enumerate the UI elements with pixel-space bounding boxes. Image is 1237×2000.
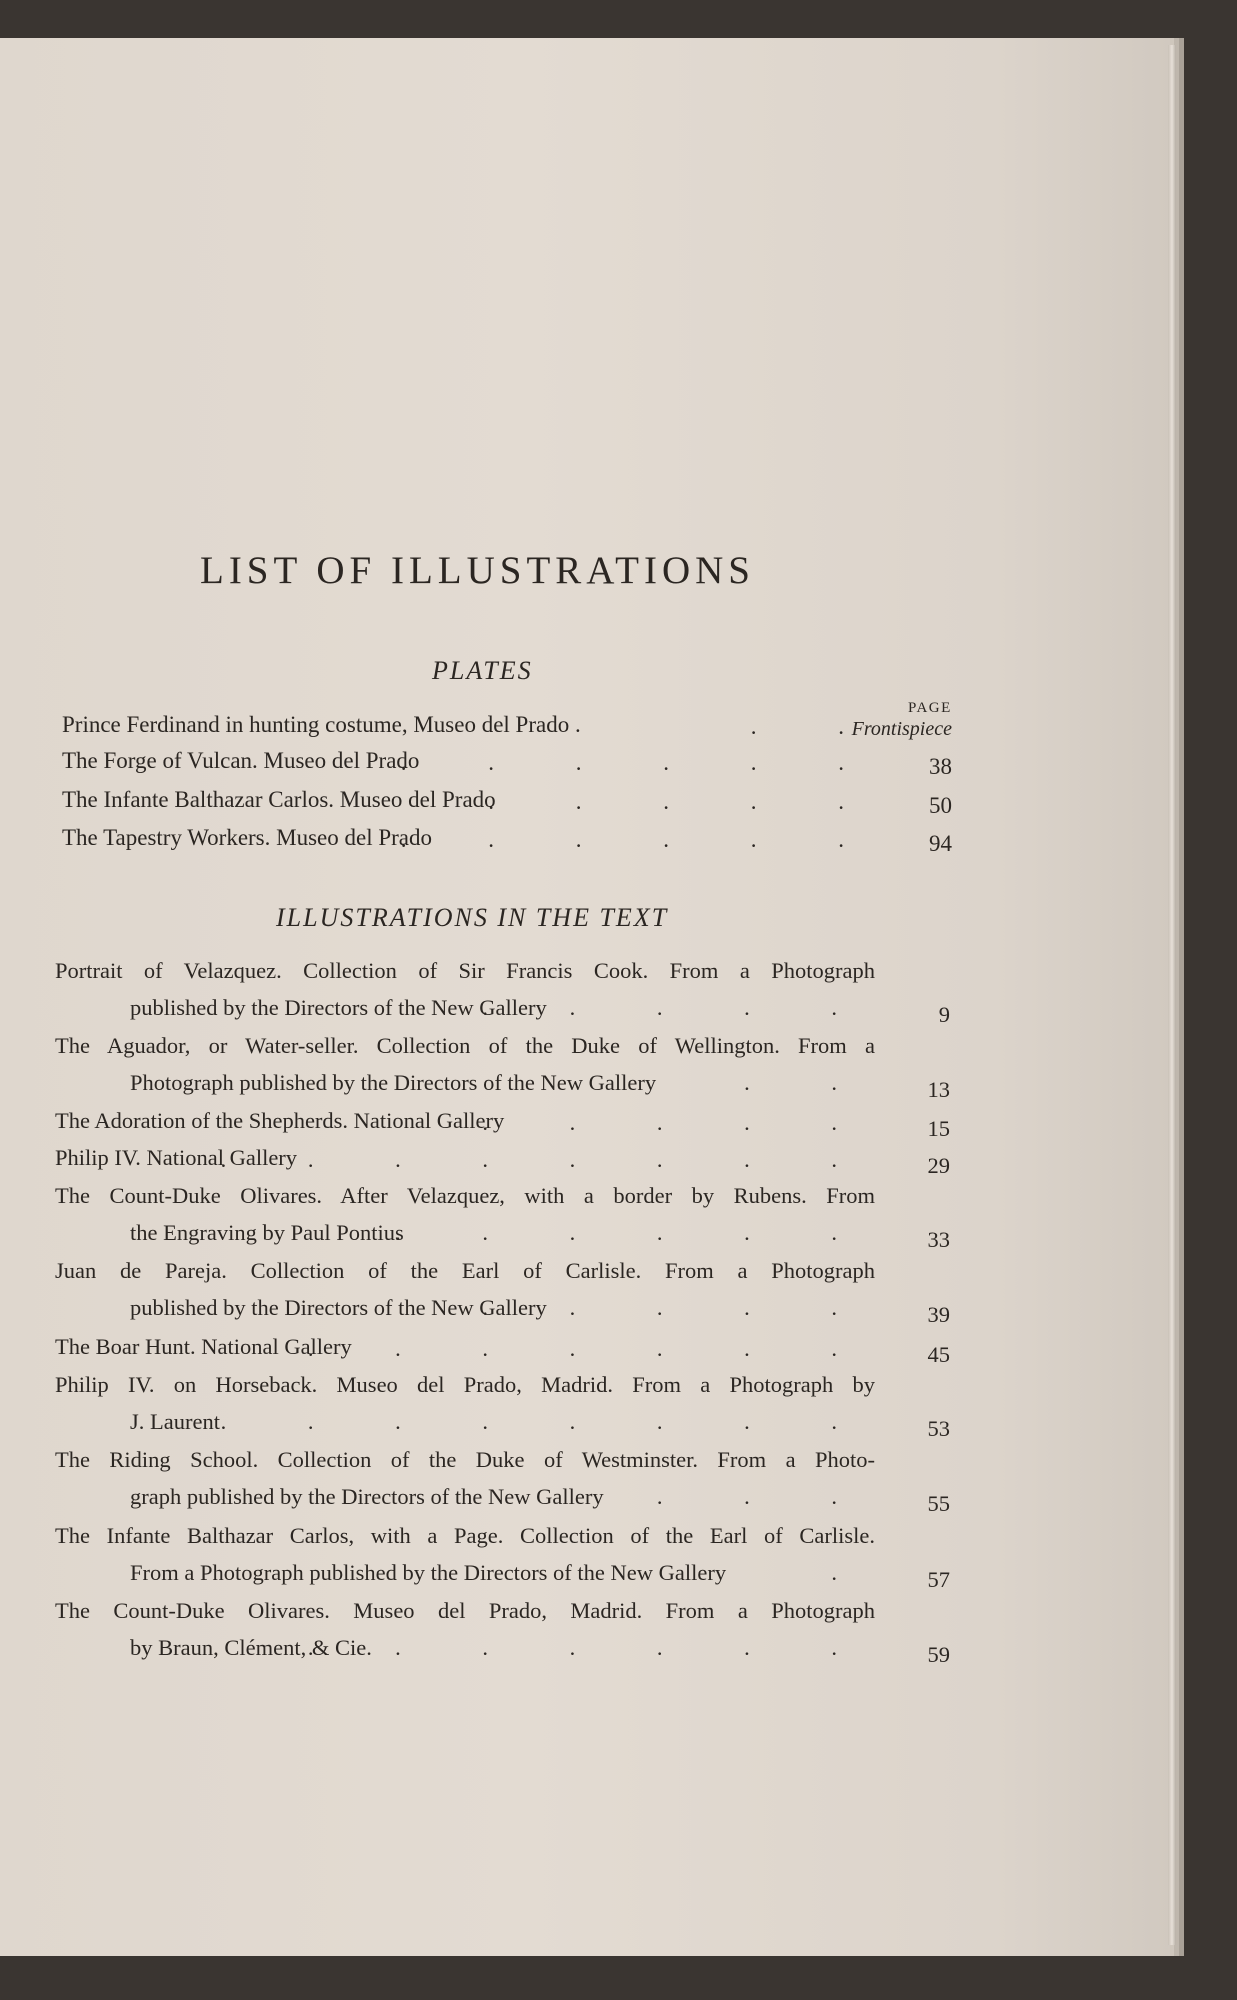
plates-heading: PLATES bbox=[432, 656, 533, 685]
illustration-title: Portrait of Velazquez. Collection of Sir Francis Cook. From a Photograph bbox=[55, 958, 875, 983]
illustration-page-number: 13 bbox=[927, 1077, 950, 1102]
illustration-source: J. Laurent bbox=[130, 1409, 220, 1434]
leader-dots: . . bbox=[744, 1070, 875, 1095]
plate-page-number: Frontispiece bbox=[851, 718, 952, 740]
plate-page-number: 50 bbox=[929, 793, 952, 818]
illustration-source: Photograph published by the Directors of the New Gallery bbox=[130, 1070, 657, 1095]
page-column-label: PAGE bbox=[908, 700, 952, 716]
illustration-page-number: 9 bbox=[938, 1002, 950, 1027]
leader-dots: . . . . . . . . bbox=[220, 1147, 875, 1172]
illustration-source: published by the Directors of the New Gallery bbox=[130, 1295, 547, 1320]
illustration-source: the Engraving by Paul Pontius bbox=[130, 1220, 404, 1245]
illustration-source: graph published by the Directors of the New Gallery bbox=[130, 1484, 604, 1509]
illustration-page-number: 53 bbox=[927, 1416, 950, 1441]
illustration-title: The Count-Duke Olivares. After Velazquez, with a border by Rubens. From bbox=[55, 1183, 875, 1208]
illustration-page-number: 29 bbox=[927, 1153, 950, 1178]
illustration-page-number: 55 bbox=[927, 1491, 950, 1516]
leader-dots: . . . . . bbox=[488, 789, 882, 814]
leader-dots: . . . bbox=[656, 1484, 875, 1509]
leader-dots: . . bbox=[750, 714, 882, 739]
plate-entry bbox=[62, 748, 952, 784]
illustration-title: The Adoration of the Shepherds. National Gallery bbox=[55, 1108, 505, 1133]
illustration-title: Philip IV. on Horseback. Museo del Prado, Madrid. From a Photograph by bbox=[55, 1372, 875, 1397]
illustration-title: The Boar Hunt. National Gallery bbox=[55, 1334, 352, 1359]
illustration-page-number: 59 bbox=[927, 1642, 950, 1667]
plate-entry bbox=[62, 787, 952, 823]
illustration-title: The Riding School. Collection of the Duke of Westminster. From a Photo- bbox=[55, 1447, 875, 1472]
leader-dots: . . . . . . . . bbox=[220, 1409, 875, 1434]
plate-title: The Tapestry Workers. Museo del Prado bbox=[62, 825, 432, 850]
leader-dots: . . . . . . bbox=[395, 1220, 875, 1245]
plate-page-number: 94 bbox=[929, 831, 952, 856]
plate-title: The Forge of Vulcan. Museo del Prado bbox=[62, 748, 420, 773]
leader-dots: . . . . . . . bbox=[307, 1336, 875, 1361]
page-edge bbox=[1168, 45, 1176, 1945]
illustration-page-number: 33 bbox=[927, 1227, 950, 1252]
illustration-title: The Aguador, or Water-seller. Collection of the Duke of Wellington. From a bbox=[55, 1033, 875, 1058]
leader-dots: . . . . . bbox=[482, 995, 875, 1020]
leader-dots: . . . . . . bbox=[400, 750, 882, 775]
illustration-title: The Count-Duke Olivares. Museo del Prado, Madrid. From a Photograph bbox=[55, 1598, 875, 1623]
leader-dots: . . . . . . bbox=[400, 827, 882, 852]
illustration-source: From a Photograph published by the Directors of the New Gallery bbox=[130, 1560, 727, 1585]
illustration-title: Juan de Pareja. Collection of the Earl of Carlisle. From a Photograph bbox=[55, 1258, 875, 1283]
page-title: LIST OF ILLUSTRATIONS bbox=[200, 549, 755, 592]
plate-page-number: 38 bbox=[929, 754, 952, 779]
leader-dots: . . . . . bbox=[482, 1110, 875, 1135]
illustration-title: The Infante Balthazar Carlos, with a Page. Collection of the Earl of Carlisle. bbox=[55, 1523, 875, 1548]
plate-entry bbox=[62, 825, 952, 861]
text-illustrations-heading: ILLUSTRATIONS IN THE TEXT bbox=[276, 903, 669, 932]
illustration-page-number: 45 bbox=[927, 1342, 950, 1367]
leader-dots: . . . . . bbox=[482, 1295, 875, 1320]
illustration-source: by Braun, Clément, & Cie. bbox=[130, 1635, 372, 1660]
illustration-page-number: 15 bbox=[927, 1116, 950, 1141]
plate-title: The Infante Balthazar Carlos. Museo del Prado bbox=[62, 787, 496, 812]
illustration-page-number: 39 bbox=[927, 1302, 950, 1327]
illustration-source: published by the Directors of the New Gallery bbox=[130, 995, 547, 1020]
plate-entry bbox=[62, 712, 952, 748]
leader-dots: . bbox=[831, 1560, 875, 1585]
plate-title: Prince Ferdinand in hunting costume, Museo del Prado . bbox=[62, 712, 581, 737]
illustration-page-number: 57 bbox=[927, 1567, 950, 1592]
leader-dots: . . . . . . . bbox=[307, 1635, 875, 1660]
illustration-title: Philip IV. National Gallery bbox=[55, 1145, 298, 1170]
